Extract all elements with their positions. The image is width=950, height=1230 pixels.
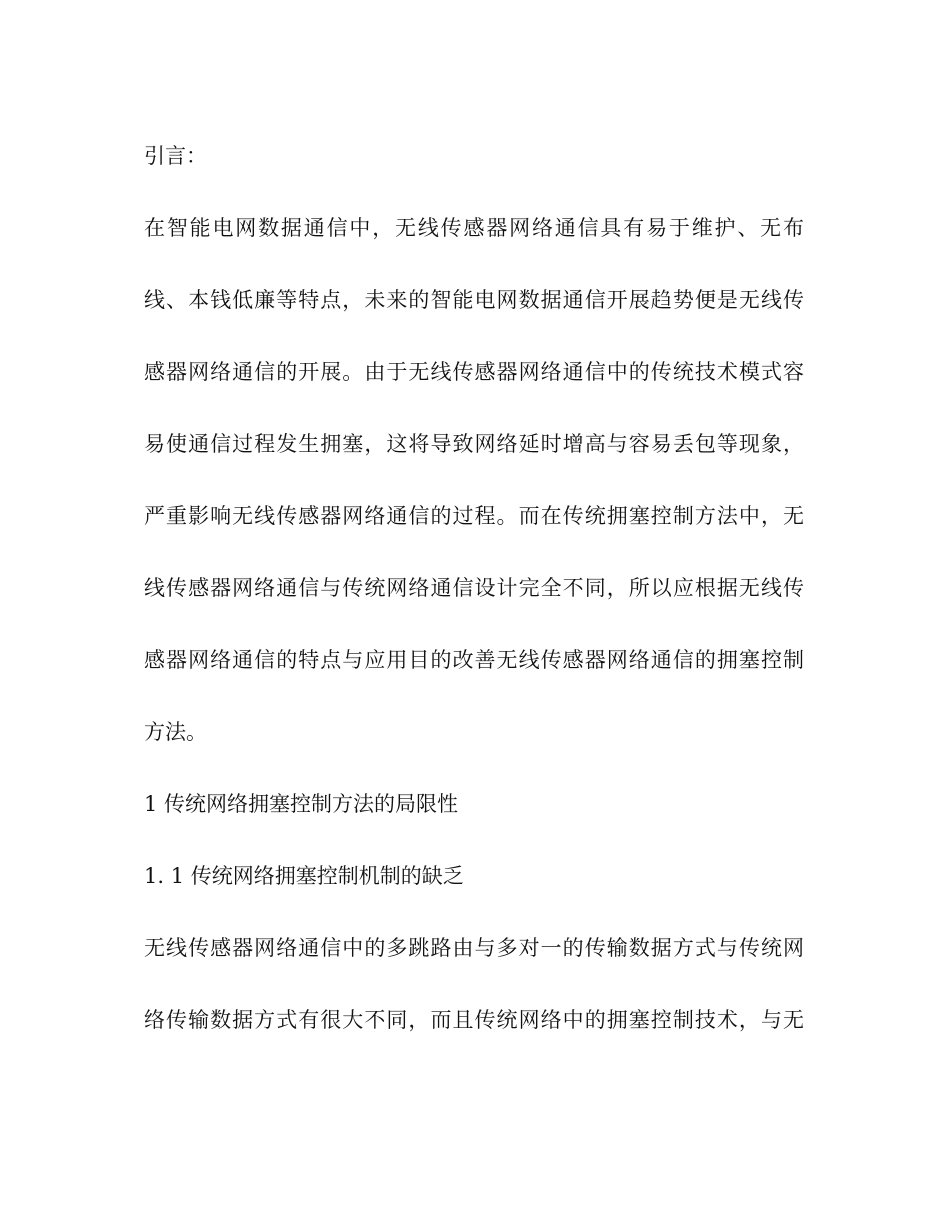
intro-heading: 引言：	[144, 144, 207, 168]
paragraph-line: 感器网络通信的特点与应用目的改善无线传感器网络通信的拥塞控制	[144, 648, 804, 672]
paragraph-line: 线、本钱低廉等特点，未来的智能电网数据通信开展趋势便是无线传	[144, 288, 804, 312]
paragraph-line: 络传输数据方式有很大不同，而且传统网络中的拥塞控制技术，与无	[144, 1008, 804, 1032]
paragraph-line: 方法。	[144, 720, 207, 744]
paragraph-line: 线传感器网络通信与传统网络通信设计完全不同，所以应根据无线传	[144, 576, 804, 600]
paragraph-line: 无线传感器网络通信中的多跳路由与多对一的传输数据方式与传统网	[144, 936, 804, 960]
paragraph-line: 严重影响无线传感器网络通信的过程。而在传统拥塞控制方法中，无	[144, 504, 804, 528]
section-heading: 1 传统网络拥塞控制方法的局限性	[144, 792, 459, 816]
paragraph-line: 感器网络通信的开展。由于无线传感器网络通信中的传统技术模式容	[144, 360, 804, 384]
paragraph-line: 易使通信过程发生拥塞，这将导致网络延时增高与容易丢包等现象，	[144, 432, 804, 456]
paragraph-line: 在智能电网数据通信中，无线传感器网络通信具有易于维护、无布	[144, 216, 804, 240]
subsection-heading: 1. 1 传统网络拥塞控制机制的缺乏	[144, 864, 464, 888]
